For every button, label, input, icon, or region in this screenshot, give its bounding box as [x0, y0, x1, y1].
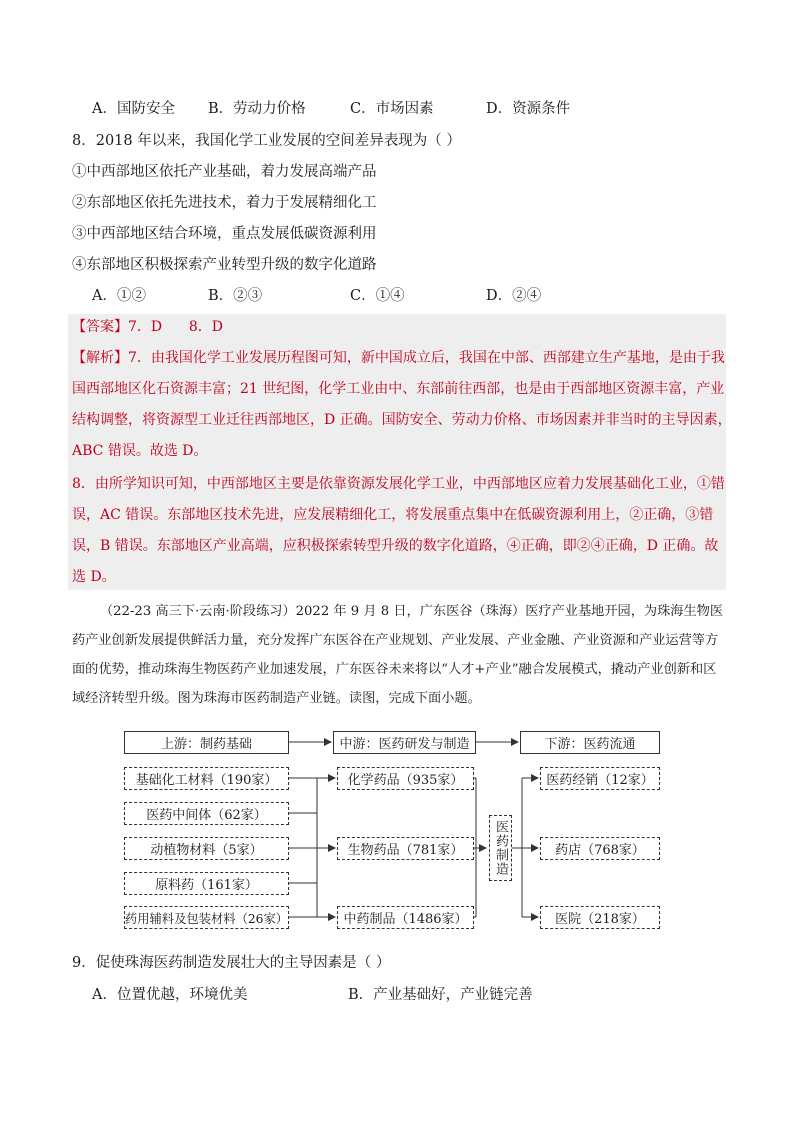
- up-item-3: 动植物材料（5家）: [124, 837, 289, 860]
- q9-stem: 9．促使珠海医药制造发展壮大的主导因素是（ ）: [72, 955, 391, 971]
- q8-stem: 8．2018 年以来，我国化学工业发展的空间差异表现为（ ）: [72, 133, 461, 149]
- q9-option-b: B．产业基础好，产业链完善: [348, 987, 533, 1003]
- q7-option-d: D．资源条件: [486, 101, 571, 117]
- down-item-2: 药店（768家）: [540, 837, 660, 860]
- analysis-8-line-2: 误，AC 错误。东部地区技术先进，应发展精细化工，将发展重点集中在低碳资源利用上，②正确，③错: [72, 507, 714, 523]
- q8-option-b: B．②③: [208, 288, 263, 304]
- q8-option-c: C．①④: [350, 288, 405, 304]
- q7-option-b: B．劳动力价格: [208, 101, 306, 117]
- manufacture-box: 医药制造: [489, 815, 512, 881]
- analysis-7-line-3: 结构调整，将资源型工业迁往西部地区，D 正确。国防安全、劳动力价格、市场因素并非当时的主导因素，: [72, 412, 732, 428]
- analysis-tag: 【解析】: [72, 350, 128, 366]
- analysis-8-line-4: 选 D。: [72, 569, 116, 585]
- q7-option-a: A．国防安全: [92, 101, 175, 117]
- up-item-1: 基础化工材料（190家）: [124, 767, 289, 790]
- down-item-1: 医药经销（12家）: [540, 767, 660, 790]
- mid-item-3: 中药制品（1486家）: [337, 906, 474, 929]
- analysis-8-line-3: 误，B 错误。东部地区产业高端，应积极探索转型升级的数字化道路，④正确，即②④正确，D 正确。故: [72, 538, 719, 554]
- q8-item-1: ①中西部地区依托产业基础，着力发展高端产品: [72, 164, 377, 180]
- q8-option-d: D．②④: [486, 288, 542, 304]
- material-paragraph: （22-23 高三下·云南·阶段练习）2022 年 9 月 8 日，广东医谷（珠海）医疗产业基地开园，为珠海生物医药产业创新发展提供鲜活力量，充分发挥广东医谷在产业规划、产业发展、产业金融、产业资源和产业运营等方面的优势，推动珠海生物医药产业加速发展，广东医谷未来将以“人才+产业”融合发展模式，撬动产业创新和区域经济转型升级。图为珠海市医药制造产业链。读图，完成下面小题。: [72, 604, 724, 706]
- down-item-3: 医院（218家）: [540, 906, 660, 929]
- up-item-4: 原料药（161家）: [124, 872, 289, 895]
- up-item-5: 药用辅料及包装材料（26家）: [124, 906, 289, 929]
- q8-option-a: A．①②: [92, 288, 146, 304]
- up-item-2: 医药中间体（62家）: [124, 802, 289, 825]
- analysis-7-line-1: 7．由我国化学工业发展历程图可知，新中国成立后，我国在中部、西部建立生产基地，是由于我: [128, 350, 725, 366]
- q8-item-3: ③中西部地区结合环境，重点发展低碳资源利用: [72, 226, 377, 242]
- q8-item-4: ④东部地区积极探索产业转型升级的数字化道路: [72, 257, 377, 273]
- upstream-header: 上游：制药基础: [124, 731, 289, 754]
- q7-option-c: C．市场因素: [350, 101, 434, 117]
- analysis-7-line-2: 国西部地区化石资源丰富；21 世纪图，化学工业由中、东部前往西部，也是由于西部地区资源丰富，产业: [72, 381, 725, 397]
- mid-item-1: 化学药品（935家）: [337, 767, 474, 790]
- q9-option-a: A．位置优越，环境优美: [92, 987, 248, 1003]
- answer-tag: 【答案】: [72, 319, 128, 335]
- analysis-8-line-1: 8．由所学知识可知，中西部地区主要是依靠资源发展化学工业，中西部地区应着力发展基础化工业，①错: [72, 476, 725, 492]
- answer-text: 7．D 8．D: [128, 319, 223, 335]
- analysis-7-line-4: ABC 错误。故选 D。: [72, 443, 208, 459]
- downstream-header: 下游：医药流通: [520, 731, 660, 754]
- midstream-header: 中游：医药研发与制造: [333, 731, 476, 754]
- q8-item-2: ②东部地区依托先进技术，着力于发展精细化工: [72, 195, 377, 211]
- mid-item-2: 生物药品（781家）: [337, 837, 474, 860]
